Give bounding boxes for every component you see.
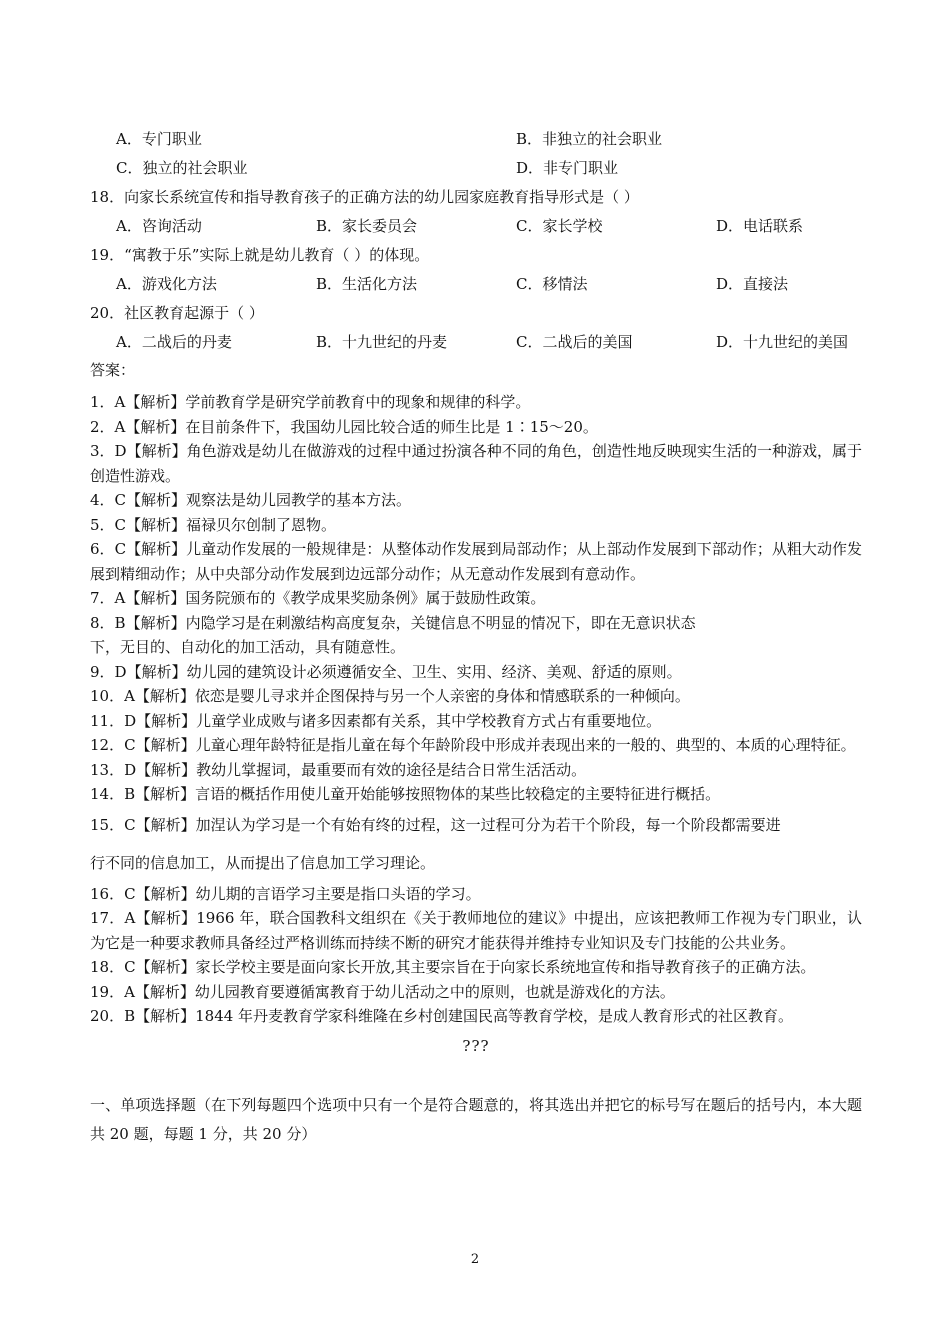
answer-1: 1．A【解析】学前教育学是研究学前教育中的现象和规律的科学。 — [90, 393, 531, 411]
q20-option-b: B．十九世纪的丹麦 — [316, 333, 448, 351]
answer-14: 14．B【解析】言语的概括作用使儿童开始能够按照物体的某些比较稳定的主要特征进行概括。 — [90, 785, 721, 803]
answer-10: 10．A【解析】依恋是婴儿寻求并企图保持与另一个人亲密的身体和情感联系的一种倾向。 — [90, 687, 690, 705]
section-heading: 一、单项选择题（在下列每题四个选项中只有一个是符合题意的，将其选出并把它的标号写在题后的括号内，本大题共 20 题，每题 1 分，共 20 分） — [90, 1095, 862, 1143]
q17-options-row-1 — [90, 125, 862, 154]
answers-list — [90, 390, 862, 1029]
q20-stem: 20．社区教育起源于（ ） — [90, 304, 264, 322]
q20-option-c: C．二战后的美国 — [516, 333, 633, 351]
document-page — [90, 125, 862, 1149]
answer-9: 9．D【解析】幼儿园的建筑设计必须遵循安全、卫生、实用、经济、美观、舒适的原则。 — [90, 662, 682, 681]
q18-stem: 18．向家长系统宣传和指导教育孩子的正确方法的幼儿园家庭教育指导形式是（ ） — [90, 188, 639, 206]
answer-20: 20．B【解析】1844 年丹麦教育学家科维隆在乡村创建国民高等教育学校，是成人教育形式的社区教育。 — [90, 1007, 794, 1025]
q19-stem: 19．“寓教于乐”实际上就是幼儿教育（ ）的体现。 — [90, 246, 430, 264]
q17-option-b: B．非独立的社会职业 — [516, 130, 663, 148]
answer-2: 2．A【解析】在目前条件下，我国幼儿园比较合适的师生比是 1∶15～20。 — [90, 417, 598, 436]
q17-options-row-2 — [90, 154, 862, 183]
answers-label: 答案： — [90, 361, 136, 379]
page-number: 2 — [470, 1252, 480, 1267]
answer-5: 5．C【解析】福禄贝尔创制了恩物。 — [90, 515, 337, 534]
answer-15-line-2: 行不同的信息加工，从而提出了信息加工学习理论。 — [90, 854, 436, 872]
q20-options-row — [90, 328, 862, 357]
answer-7: 7．A【解析】国务院颁布的《教学成果奖励条例》属于鼓励性政策。 — [90, 589, 546, 607]
answer-4: 4．C【解析】观察法是幼儿园教学的基本方法。 — [90, 491, 412, 509]
q18-option-b: B．家长委员会 — [316, 217, 418, 235]
q20-option-d: D．十九世纪的美国 — [716, 333, 849, 351]
answer-3: 3．D【解析】角色游戏是幼儿在做游戏的过程中通过扮演各种不同的角色，创造性地反映现实生活的一种游戏，属于创造性游戏。 — [90, 442, 862, 485]
answer-16: 16．C【解析】幼儿期的言语学习主要是指口头语的学习。 — [90, 884, 481, 903]
q19-option-c: C．移情法 — [516, 275, 588, 293]
answer-17: 17．A【解析】1966 年，联合国教科文组织在《关于教师地位的建议》中提出，应该把教师工作视为专门职业，认为它是一种要求教师具备经过严格训练而持续不断的研究才能获得并维持专业知识及专门技能的公共业务。 — [90, 909, 862, 952]
answer-8-line-1: 8．B【解析】内隐学习是在刺激结构高度复杂，关键信息不明显的情况下，即在无意识状态 — [90, 613, 696, 632]
answer-13: 13．D【解析】教幼儿掌握词，最重要而有效的途径是结合日常生活活动。 — [90, 760, 587, 779]
q17-option-a: A．专门职业 — [116, 130, 202, 148]
q18-options-row — [90, 212, 862, 241]
answer-6: 6．C【解析】儿童动作发展的一般规律是：从整体动作发展到局部动作；从上部动作发展到下部动作；从粗大动作发展到精细动作；从中央部分动作发展到边远部分动作；从无意动作发展到有意动作。 — [90, 540, 862, 583]
section-divider-stars: ??? — [462, 1036, 490, 1055]
q20-option-a: A．二战后的丹麦 — [116, 333, 232, 351]
q17-option-c: C．独立的社会职业 — [116, 159, 248, 177]
answer-18: 18．C【解析】家长学校主要是面向家长开放,其主要宗旨在于向家长系统地宣传和指导教育孩子的正确方法。 — [90, 958, 816, 976]
q18-option-a: A．咨询活动 — [116, 217, 202, 235]
answer-12: 12．C【解析】儿童心理年龄特征是指儿童在每个年龄阶段中形成并表现出来的一般的、典型的、本质的心理特征。 — [90, 736, 856, 754]
answer-19: 19．A【解析】幼儿园教育要遵循寓教育于幼儿活动之中的原则，也就是游戏化的方法。 — [90, 982, 675, 1001]
q19-options-row — [90, 270, 862, 299]
q17-option-d: D．非专门职业 — [516, 159, 619, 177]
q19-option-a: A．游戏化方法 — [116, 275, 217, 293]
q19-option-d: D．直接法 — [716, 275, 789, 293]
answer-8-line-2: 下，无目的、自动化的加工活动，具有随意性。 — [90, 638, 406, 656]
answer-15-line-1: 15．C【解析】加涅认为学习是一个有始有终的过程，这一过程可分为若干个阶段，每一个阶段都需要进 — [90, 815, 781, 834]
answer-15-gap — [90, 837, 862, 851]
q19-option-b: B．生活化方法 — [316, 275, 418, 293]
answer-11: 11．D【解析】儿童学业成败与诸多因素都有关系，其中学校教育方式占有重要地位。 — [90, 711, 662, 730]
q18-option-d: D．电话联系 — [716, 217, 804, 235]
q18-option-c: C．家长学校 — [516, 217, 603, 235]
